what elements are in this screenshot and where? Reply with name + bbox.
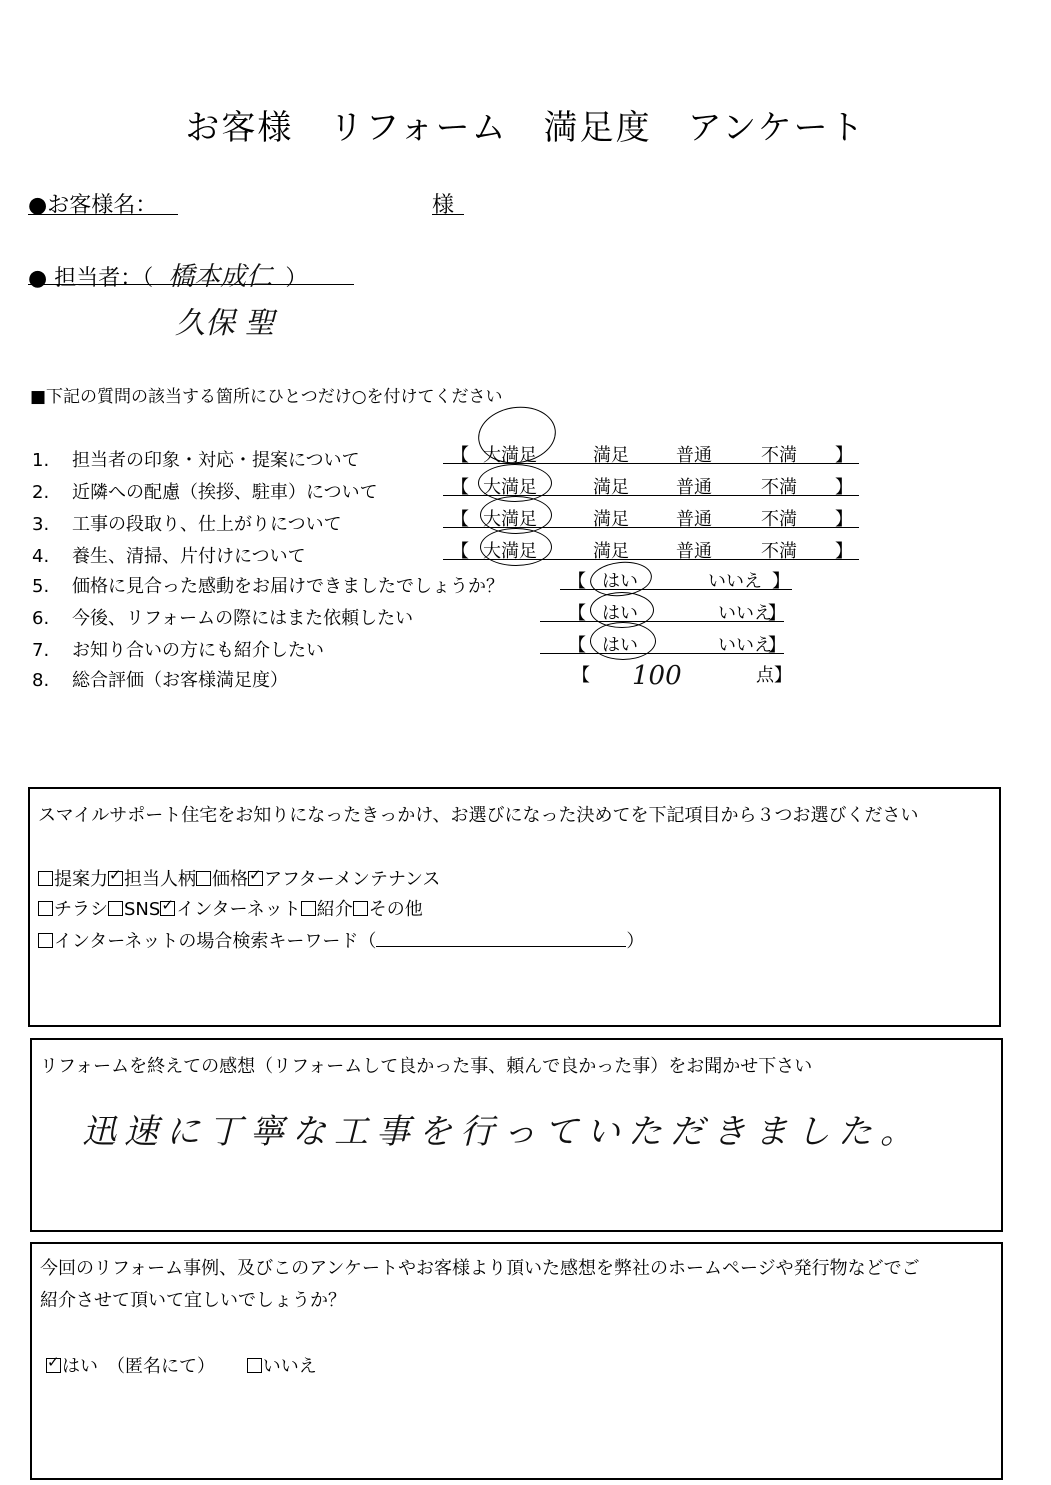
title-part: アンケート <box>687 108 866 148</box>
question-number: 1. <box>32 450 50 471</box>
selection-circle <box>590 622 656 660</box>
checkbox-label: アフターメンテナンス <box>264 869 441 890</box>
options-8 <box>572 661 792 691</box>
options-6 <box>540 599 784 622</box>
selection-circle <box>480 528 552 566</box>
question-6 <box>32 604 413 630</box>
question-number: 6. <box>32 608 50 629</box>
impressions-answer[interactable]: 迅速に丁寧な工事を行っていただきました。 <box>82 1112 922 1152</box>
option-daimanzoku[interactable]: 大満足 <box>483 541 537 562</box>
option-fuman[interactable]: 不満 <box>761 541 797 562</box>
option-manzoku[interactable]: 満足 <box>593 445 629 466</box>
option-iie[interactable]: いいえ <box>718 603 772 624</box>
option-fuman[interactable]: 不満 <box>761 509 797 530</box>
staff-close: ） <box>285 266 308 291</box>
option-manzoku[interactable]: 満足 <box>593 477 629 498</box>
option-futsuu[interactable]: 普通 <box>676 509 712 530</box>
keyword-label: インターネットの場合検索キーワード（ <box>54 931 377 952</box>
checkbox[interactable] <box>38 933 53 948</box>
option-daimanzoku[interactable]: 大満足 <box>483 445 537 466</box>
title-part: 満足度 <box>543 108 652 148</box>
bracket-close: 】 <box>835 541 853 562</box>
question-number: 5. <box>32 576 50 597</box>
consent-no-checkbox[interactable] <box>247 1358 262 1373</box>
question-text: お知り合いの方にも紹介したい <box>72 640 324 661</box>
consent-no-label: いいえ <box>262 1356 317 1377</box>
consent-box <box>30 1242 1003 1480</box>
keyword-row <box>38 927 644 953</box>
staff-line <box>28 256 354 292</box>
title-part: リフォーム <box>329 108 508 148</box>
checkbox-row-2 <box>38 895 423 921</box>
option-iie[interactable]: いいえ <box>718 635 772 656</box>
checkbox[interactable] <box>353 901 368 916</box>
option-futsuu[interactable]: 普通 <box>676 477 712 498</box>
bracket-open: 【 <box>568 603 586 624</box>
bracket-open: 【 <box>451 445 469 466</box>
question-text: 工事の段取り、仕上がりについて <box>72 514 342 535</box>
keyword-close: ） <box>626 931 645 952</box>
question-8 <box>32 666 288 692</box>
consent-yes-checkbox[interactable] <box>46 1358 61 1373</box>
bracket-open: 【 <box>451 541 469 562</box>
question-number: 2. <box>32 482 50 503</box>
question-text: 近隣への配慮（挨拶、駐車）について <box>72 482 378 503</box>
bracket-close: 】 <box>835 477 853 498</box>
option-futsuu[interactable]: 普通 <box>676 445 712 466</box>
instruction-text: ■下記の質問の該当する箇所にひとつだけ○を付けてください <box>30 387 503 407</box>
question-number: 4. <box>32 546 50 567</box>
checkbox-row-1 <box>38 865 440 891</box>
option-fuman[interactable]: 不満 <box>761 445 797 466</box>
customer-name-label: ●お客様名： <box>28 188 178 215</box>
question-3 <box>32 510 342 536</box>
option-fuman[interactable]: 不満 <box>761 477 797 498</box>
question-text: 総合評価（お客様満足度） <box>72 670 288 691</box>
question-text: 価格に見合った感動をお届けできましたでしょうか？ <box>72 576 504 597</box>
consent-options <box>46 1352 317 1378</box>
bracket-close: 】 <box>768 603 786 624</box>
score-unit: 点】 <box>756 665 792 686</box>
checkbox[interactable] <box>38 871 53 886</box>
checkbox-label: 価格 <box>212 869 248 890</box>
options-7 <box>540 631 784 654</box>
option-daimanzoku[interactable]: 大満足 <box>483 477 537 498</box>
bracket-open: 【 <box>451 509 469 530</box>
checkbox[interactable] <box>108 871 123 886</box>
bracket-close: 】 <box>835 509 853 530</box>
bracket-close: 】 <box>835 445 853 466</box>
staff-label: ● 担当者：（ <box>28 266 154 291</box>
question-7 <box>32 636 324 662</box>
question-number: 3. <box>32 514 50 535</box>
option-futsuu[interactable]: 普通 <box>676 541 712 562</box>
checkbox[interactable] <box>38 901 53 916</box>
checkbox-label: チラシ <box>54 899 108 920</box>
bracket-open: 【 <box>568 571 586 592</box>
impressions-heading: リフォームを終えての感想（リフォームして良かった事、頼んで良かった事）をお聞かせ下さい <box>40 1056 813 1077</box>
option-manzoku[interactable]: 満足 <box>593 509 629 530</box>
question-1 <box>32 446 360 472</box>
checkbox[interactable] <box>196 871 211 886</box>
checkbox-label: インターネット <box>176 899 301 920</box>
option-hai[interactable]: はい <box>602 635 638 656</box>
option-hai[interactable]: はい <box>602 603 638 624</box>
staff-name-1: 橋本成仁 <box>168 262 273 292</box>
checkbox-label: 紹介 <box>316 899 353 920</box>
bracket-open: 【 <box>572 665 590 686</box>
bracket-close: 】 <box>772 571 790 592</box>
question-5 <box>32 572 504 598</box>
checkbox-label: 担当人柄 <box>124 869 196 890</box>
option-manzoku[interactable]: 満足 <box>593 541 629 562</box>
question-4 <box>32 542 306 568</box>
option-hai[interactable]: はい <box>602 571 638 592</box>
option-iie[interactable]: いいえ <box>708 571 762 592</box>
bracket-close: 】 <box>768 635 786 656</box>
checkbox-label: 提案力 <box>54 869 108 890</box>
question-2 <box>32 478 378 504</box>
checkbox[interactable] <box>160 901 175 916</box>
bracket-open: 【 <box>451 477 469 498</box>
consent-heading-line1: 今回のリフォーム事例、及びこのアンケートやお客様より頂いた感想を弊社のホームページや発行物などでご <box>40 1258 920 1279</box>
option-daimanzoku[interactable]: 大満足 <box>483 509 537 530</box>
impressions-box <box>30 1038 1003 1232</box>
question-number: 8. <box>32 670 50 691</box>
question-text: 今後、リフォームの際にはまた依頼したい <box>72 608 414 629</box>
checkbox[interactable] <box>248 871 263 886</box>
discovery-heading: スマイルサポート住宅をお知りになったきっかけ、お選びになった決めてを下記項目から３つお選びください <box>38 805 919 826</box>
bracket-open: 【 <box>568 635 586 656</box>
page-title <box>0 100 1051 149</box>
score-value[interactable]: 100 <box>632 661 682 691</box>
question-text: 担当者の印象・対応・提案について <box>72 450 360 471</box>
checkbox-label: その他 <box>368 899 423 920</box>
question-text: 養生、清掃、片付けについて <box>72 546 306 567</box>
checkbox[interactable] <box>301 901 316 916</box>
checkbox[interactable] <box>108 901 123 916</box>
question-number: 7. <box>32 640 50 661</box>
staff-name-2: 久保 聖 <box>175 306 275 341</box>
consent-yes-label: はい （匿名にて） <box>62 1356 215 1377</box>
discovery-box <box>28 787 1001 1027</box>
checkbox-label: SNS <box>124 899 161 920</box>
consent-heading-line2: 紹介させて頂いて宜しいでしょうか？ <box>40 1290 346 1311</box>
title-part: お客様 <box>185 108 294 148</box>
keyword-field[interactable] <box>376 946 626 947</box>
customer-suffix: 様 <box>432 188 464 215</box>
